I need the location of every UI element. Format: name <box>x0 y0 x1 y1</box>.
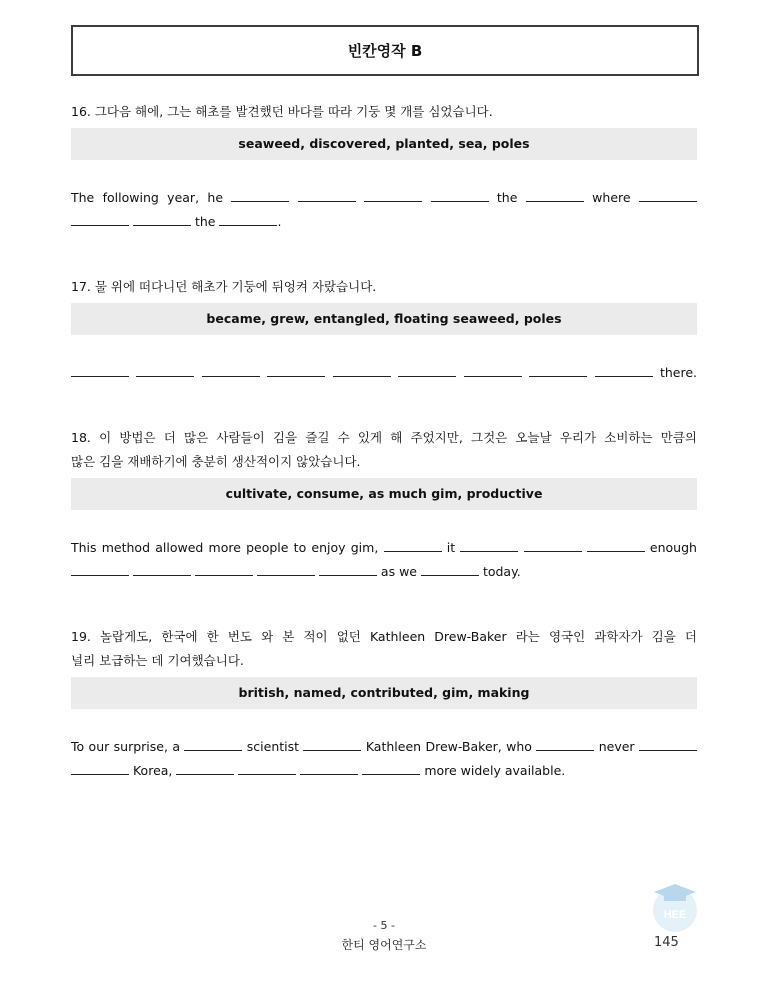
sentence-text: today. <box>482 564 521 579</box>
sentence-line <box>71 361 697 385</box>
sentence-line <box>71 560 697 584</box>
answer-blank[interactable] <box>257 561 315 576</box>
sentence-text: Korea, <box>132 763 173 778</box>
question-prompt <box>71 426 697 474</box>
graduation-cap-icon <box>650 880 700 934</box>
answer-blank[interactable] <box>303 736 361 751</box>
prompt-line: 널리 보급하는 데 기여했습니다. <box>71 653 244 668</box>
answer-blank[interactable] <box>464 362 522 377</box>
footer-page-marker: - 5 - <box>373 919 395 932</box>
answer-blank[interactable] <box>202 362 260 377</box>
answer-blank[interactable] <box>71 362 129 377</box>
prompt-line: 많은 김을 재배하기에 충분히 생산적이지 않았습니다. <box>71 454 361 469</box>
answer-blank[interactable] <box>639 736 697 751</box>
answer-blank[interactable] <box>526 187 584 202</box>
word-bank: became, grew, entangled, floating seaweed, poles <box>71 303 697 335</box>
answer-blank[interactable] <box>398 362 456 377</box>
sentence-text: scientist <box>246 739 300 754</box>
answer-blank[interactable] <box>364 187 422 202</box>
answer-sentence <box>71 361 697 385</box>
sentence-line <box>71 186 697 210</box>
sentence-text: To our surprise, a <box>71 739 180 754</box>
sentence-text: . <box>277 214 282 229</box>
answer-blank[interactable] <box>639 187 697 202</box>
answer-blank[interactable] <box>195 561 253 576</box>
question-16 <box>71 100 697 234</box>
answer-blank[interactable] <box>219 211 277 226</box>
prompt-line: 19. 놀랍게도, 한국에 한 번도 와 본 적이 없던 Kathleen Drew-Baker 라는 영국인 과학자가 김을 더 <box>71 629 697 644</box>
sentence-text: where <box>592 190 631 205</box>
sentence-text: enough <box>649 540 697 555</box>
answer-blank[interactable] <box>319 561 377 576</box>
prompt-line: 18. 이 방법은 더 많은 사람들이 김을 즐길 수 있게 해 주었지만, 그것은 오늘날 우리가 소비하는 만큼의 <box>71 430 697 445</box>
page-title: 빈칸영작 B <box>71 25 699 76</box>
answer-blank[interactable] <box>529 362 587 377</box>
answer-blank[interactable] <box>71 760 129 775</box>
sentence-line <box>71 759 697 783</box>
question-prompt <box>71 625 697 673</box>
question-19 <box>71 625 697 783</box>
answer-blank[interactable] <box>267 362 325 377</box>
question-17 <box>71 275 697 385</box>
sentence-text: Kathleen Drew-Baker, who <box>365 739 532 754</box>
sentence-text: as we <box>380 564 417 579</box>
footer-organization: 한티 영어연구소 <box>341 938 427 952</box>
word-bank: cultivate, consume, as much gim, productive <box>71 478 697 510</box>
logo-text: HEE <box>663 909 687 921</box>
answer-blank[interactable] <box>587 537 645 552</box>
answer-blank[interactable] <box>136 362 194 377</box>
answer-blank[interactable] <box>362 760 420 775</box>
answer-blank[interactable] <box>524 537 582 552</box>
answer-blank[interactable] <box>300 760 358 775</box>
sentence-text: the <box>194 214 216 229</box>
answer-blank[interactable] <box>71 561 129 576</box>
answer-sentence <box>71 735 697 783</box>
word-bank: british, named, contributed, gim, making <box>71 677 697 709</box>
answer-blank[interactable] <box>133 211 191 226</box>
sentence-text: never <box>598 739 635 754</box>
question-prompt: 17. 물 위에 떠다니던 해초가 기둥에 뒤엉켜 자랐습니다. <box>71 279 377 294</box>
answer-blank[interactable] <box>460 537 518 552</box>
question-prompt: 16. 그다음 해에, 그는 해초를 발견했던 바다를 따라 기둥 몇 개를 심었습니다. <box>71 104 493 119</box>
sentence-text: there. <box>659 365 697 380</box>
answer-blank[interactable] <box>176 760 234 775</box>
answer-blank[interactable] <box>71 211 129 226</box>
answer-blank[interactable] <box>238 760 296 775</box>
sentence-line <box>71 735 697 759</box>
sentence-text: the <box>496 190 518 205</box>
answer-blank[interactable] <box>133 561 191 576</box>
answer-blank[interactable] <box>431 187 489 202</box>
answer-sentence <box>71 186 697 234</box>
sentence-text: The following year, he <box>71 190 224 205</box>
answer-blank[interactable] <box>384 537 442 552</box>
answer-blank[interactable] <box>595 362 653 377</box>
answer-blank[interactable] <box>333 362 391 377</box>
answer-sentence <box>71 536 697 584</box>
answer-blank[interactable] <box>184 736 242 751</box>
question-18 <box>71 426 697 584</box>
page-number: 145 <box>654 935 679 950</box>
answer-blank[interactable] <box>421 561 479 576</box>
sentence-line <box>71 536 697 560</box>
sentence-line <box>71 210 697 234</box>
answer-blank[interactable] <box>298 187 356 202</box>
sentence-text: more widely available. <box>424 763 566 778</box>
sentence-text: it <box>446 540 456 555</box>
word-bank: seaweed, discovered, planted, sea, poles <box>71 128 697 160</box>
answer-blank[interactable] <box>536 736 594 751</box>
answer-blank[interactable] <box>231 187 289 202</box>
sentence-text: This method allowed more people to enjoy gim, <box>71 540 379 555</box>
